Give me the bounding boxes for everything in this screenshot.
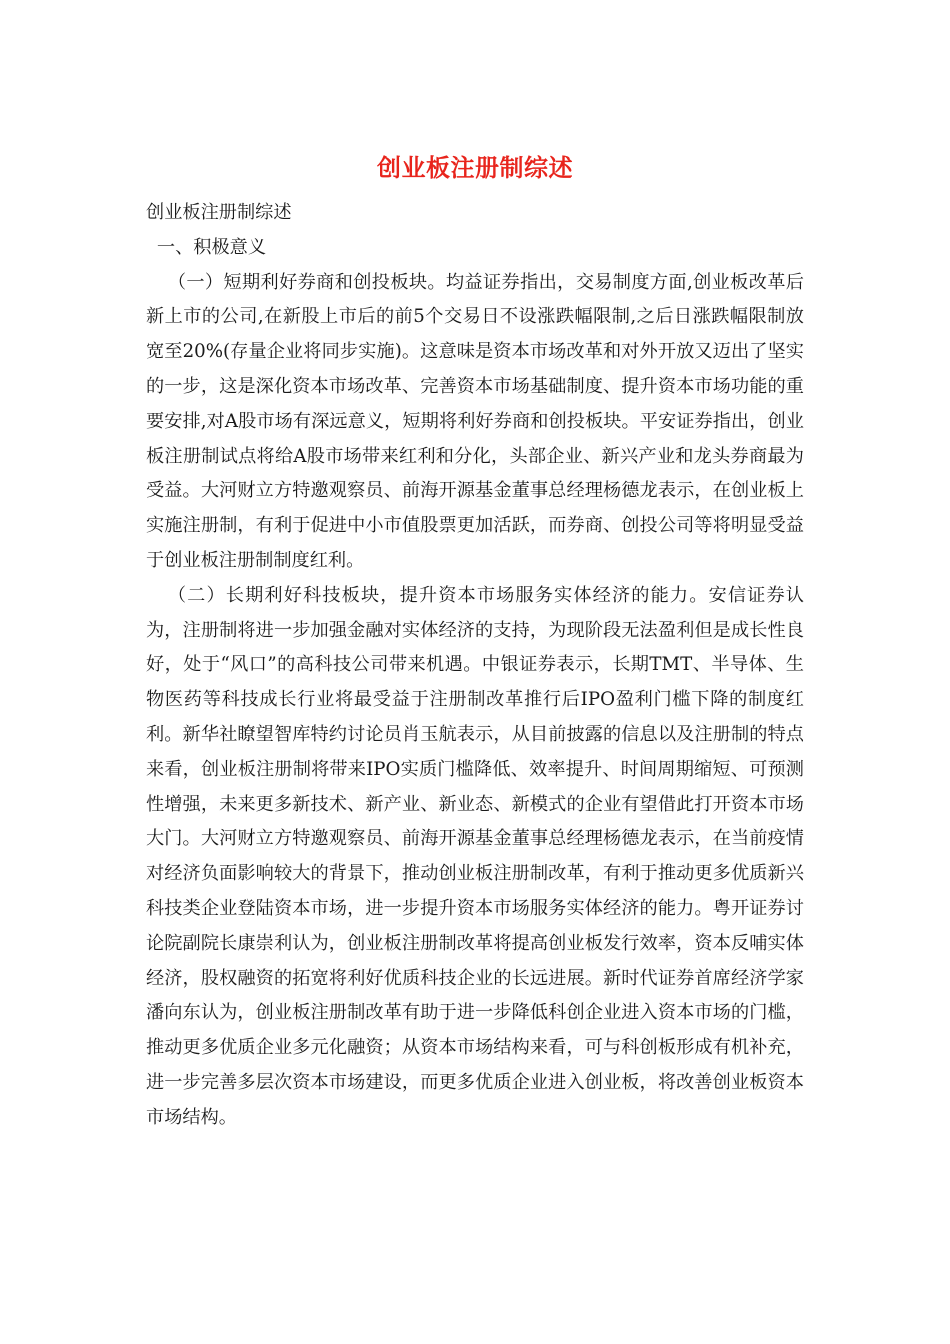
paragraph-2: （二）长期利好科技板块，提升资本市场服务实体经济的能力。安信证券认为，注册制将进一步加强金融对实体经济的支持，为现阶段无法盈利但是成长性良好，处于“风口”的高科技公司带来机遇。中银证券表示，长期TMT、半导体、生物医药等科技成长行业将最受益于注册制改革推行后IPO盈利门槛下降的制度红利。新华社瞭望智库特约讨论员肖玉航表示，从目前披露的信息以及注册制的特点来看，创业板注册制将带来IPO实质门槛降低、效率提升、时间周期缩短、可预测性增强，未来更多新技术、新产业、新业态、新模式的企业有望借此打开资本市场大门。大河财立方特邀观察员、前海开源基金董事总经理杨德龙表示，在当前疫情对经济负面影响较大的背景下，推动创业板注册制改革，有利于推动更多优质新兴科技类企业登陆资本市场，进一步提升资本市场服务实体经济的能力。粤开证券讨论院副院长康崇利认为，创业板注册制改革将提高创业板发行效率，资本反哺实体经济，股权融资的拓宽将利好优质科技企业的长远进展。新时代证券首席经济学家潘向东认为，创业板注册制改革有助于进一步降低科创企业进入资本市场的门槛，推动更多优质企业多元化融资；从资本市场结构来看，可与科创板形成有机补充，进一步完善多层次资本市场建设，而更多优质企业进入创业板，将改善创业板资本市场结构。 — [146, 584, 804, 1128]
document-subtitle: 创业板注册制综述 — [146, 202, 292, 223]
section-heading: 一、积极意义 — [156, 236, 267, 258]
paragraph-1: （一）短期利好券商和创投板块。均益证券指出，交易制度方面,创业板改革后新上市的公司,在新股上市后的前5个交易日不设涨跌幅限制,之后日涨跌幅限制放宽至20%(存量企业将同步实施)。这意味是资本市场改革和对外开放又迈出了坚实的一步，这是深化资本市场改革、完善资本市场基础制度、提升资本市场功能的重要安排,对A股市场有深远意义，短期将利好券商和创投板块。平安证券指出，创业板注册制试点将给A股市场带来红利和分化，头部企业、新兴产业和龙头券商最为受益。大河财立方特邀观察员、前海开源基金董事总经理杨德龙表示，在创业板上实施注册制，有利于促进中小市值股票更加活跃，而券商、创投公司等将明显受益于创业板注册制制度红利。 — [146, 271, 804, 571]
document-title: 创业板注册制综述 — [377, 153, 573, 182]
document-body — [146, 196, 804, 1136]
